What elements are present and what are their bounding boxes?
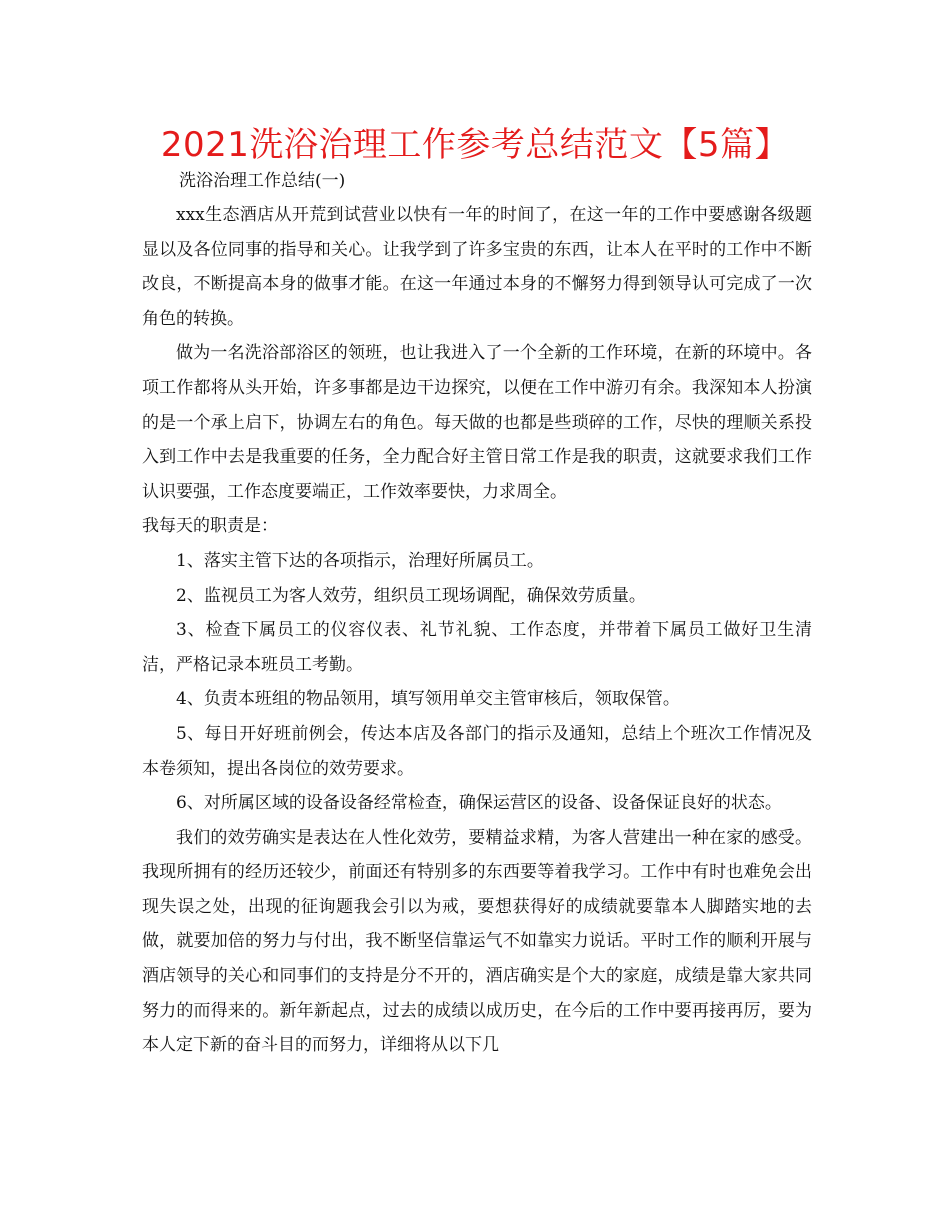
paragraph-role: 做为一名洗浴部浴区的领班，也让我进入了一个全新的工作环境，在新的环境中。各项工作都将从头开始，许多事都是边干边探究，以便在工作中游刃有余。我深知本人扮演的是一个承上启下，协调左右的角色。每天做的也都是些琐碎的工作，尽快的理顺关系投入到工作中去是我重要的任务，全力配合好主管日常工作是我的职责，这就要求我们工作认识要强，工作态度要端正，工作效率要快，力求周全。 [142,343,812,502]
list-item-duty-6: 6、对所属区域的设备设备经常检查，确保运营区的设备、设备保证良好的状态。 [176,793,782,814]
list-item-duty-1: 1、落实主管下达的各项指示，治理好所属员工。 [176,550,544,571]
document-title: 2021洗浴治理工作参考总结范文【5篇】 [160,125,790,165]
list-item-duty-4: 4、负责本班组的物品领用，填写领用单交主管审核后，领取保管。 [176,689,680,710]
document-body [142,198,812,1063]
paragraph-duties-heading: 我每天的职责是： [142,516,278,537]
section-subtitle: 洗浴治理工作总结(一) [179,171,346,191]
paragraph-intro: xxx生态酒店从开荒到试营业以快有一年的时间了，在这一年的工作中要感谢各级题显以及各位同事的指导和关心。让我学到了许多宝贵的东西，让本人在平时的工作中不断改良，不断提高本身的做事才能。在这一年通过本身的不懈努力得到领导认可完成了一次角色的转换。 [142,205,812,329]
list-item-duty-2: 2、监视员工为客人效劳，组织员工现场调配，确保效劳质量。 [176,585,646,606]
paragraph-service: 我们的效劳确实是表达在人性化效劳，要精益求精，为客人营建出一种在家的感受。我现所拥有的经历还较少，前面还有特别多的东西要等着我学习。工作中有时也难免会出现失误之处，出现的征询题我会引以为戒，要想获得好的成绩就要靠本人脚踏实地的去做，就要加倍的努力与付出，我不断坚信靠运气不如靠实力说话。平时工作的顺利开展与酒店领导的关心和同事们的支持是分不开的，酒店确实是个大的家庭，成绩是靠大家共同努力的而得来的。新年新起点，过去的成绩以成历史，在今后的工作中要再接再厉，要为本人定下新的奋斗目的而努力，详细将从以下几 [142,827,812,1056]
list-item-duty-3: 3、检查下属员工的仪容仪表、礼节礼貌、工作态度，并带着下属员工做好卫生清洁，严格记录本班员工考勤。 [142,620,812,675]
list-item-duty-5: 5、每日开好班前例会，传达本店及各部门的指示及通知，总结上个班次工作情况及本卷须知，提出各岗位的效劳要求。 [142,723,812,779]
